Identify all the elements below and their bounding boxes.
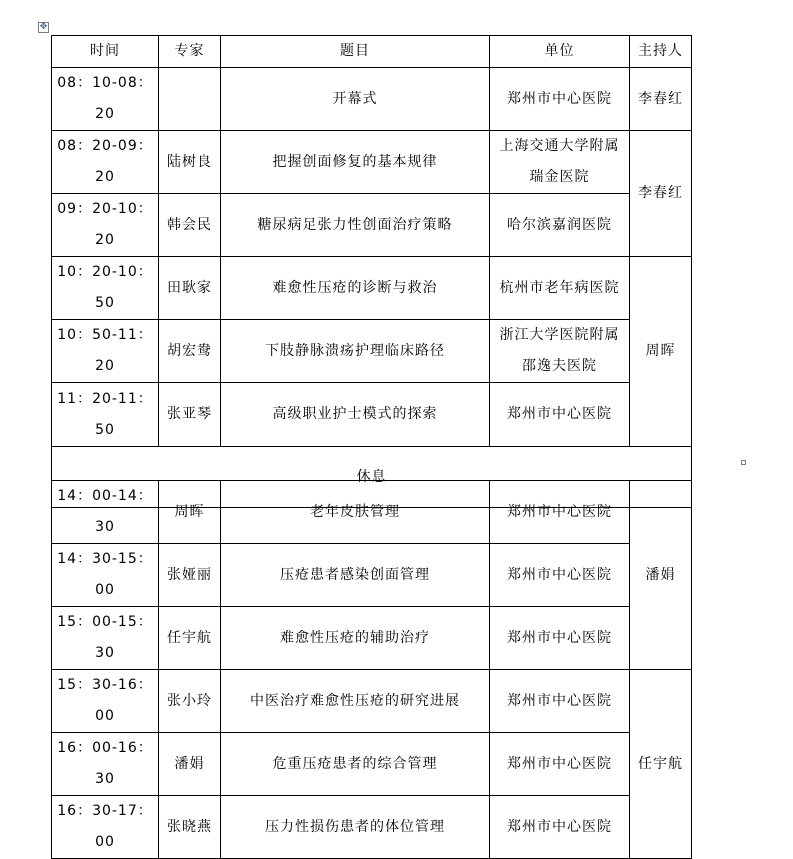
table-row [52, 383, 692, 447]
unit-cell: 郑州市中心医院 [490, 796, 630, 859]
expert-cell: 张亚琴 [159, 383, 221, 447]
unit-cell: 郑州市中心医院 [490, 68, 630, 131]
expert-cell: 任宇航 [159, 607, 221, 670]
table-row [52, 68, 692, 131]
unit-cell: 郑州市中心医院 [490, 481, 630, 544]
host-cell: 李春红 [630, 131, 692, 257]
unit-cell: 郑州市中心医院 [490, 544, 630, 607]
time-cell: 15：30-16：00 [52, 670, 159, 733]
topic-cell: 把握创面修复的基本规律 [221, 131, 490, 194]
expert-cell: 周晖 [159, 481, 221, 544]
topic-cell: 难愈性压疮的辅助治疗 [221, 607, 490, 670]
header-topic: 题目 [221, 36, 490, 68]
table-row [52, 607, 692, 670]
unit-cell: 上海交通大学附属瑞金医院 [490, 131, 630, 194]
host-cell: 任宇航 [630, 670, 692, 859]
topic-cell: 压力性损伤患者的体位管理 [221, 796, 490, 859]
unit-cell: 哈尔滨嘉润医院 [490, 194, 630, 257]
time-cell: 16：30-17：00 [52, 796, 159, 859]
host-cell: 周晖 [630, 257, 692, 447]
topic-cell: 糖尿病足张力性创面治疗策略 [221, 194, 490, 257]
topic-cell: 高级职业护士模式的探索 [221, 383, 490, 447]
table-row [52, 544, 692, 607]
expert-cell: 胡宏鸯 [159, 320, 221, 383]
expert-cell [159, 68, 221, 131]
header-time: 时间 [52, 36, 159, 68]
topic-cell: 老年皮肤管理 [221, 481, 490, 544]
unit-cell: 郑州市中心医院 [490, 733, 630, 796]
table-header-row [52, 36, 692, 68]
topic-cell: 中医治疗难愈性压疮的研究进展 [221, 670, 490, 733]
expert-cell: 张小玲 [159, 670, 221, 733]
time-cell: 10：20-10：50 [52, 257, 159, 320]
topic-cell: 下肢静脉溃疡护理临床路径 [221, 320, 490, 383]
time-cell: 08：10-08：20 [52, 68, 159, 131]
expert-cell: 张娅丽 [159, 544, 221, 607]
time-cell: 15：00-15：30 [52, 607, 159, 670]
time-cell: 10：50-11：20 [52, 320, 159, 383]
topic-cell: 难愈性压疮的诊断与救治 [221, 257, 490, 320]
host-cell: 李春红 [630, 68, 692, 131]
morning-schedule-table [51, 35, 692, 508]
unit-cell: 杭州市老年病医院 [490, 257, 630, 320]
table-move-handle-icon[interactable]: ✥ [39, 22, 48, 32]
expert-cell: 张晓燕 [159, 796, 221, 859]
host-cell: 潘娟 [630, 481, 692, 670]
table-row [52, 670, 692, 733]
table-row [52, 320, 692, 383]
afternoon-schedule-table [51, 480, 692, 859]
unit-cell: 郑州市中心医院 [490, 607, 630, 670]
expert-cell: 陆树良 [159, 131, 221, 194]
break-cell: 休息 [52, 447, 692, 508]
unit-cell: 浙江大学医院附属邵逸夫医院 [490, 320, 630, 383]
table-row [52, 131, 692, 194]
header-unit: 单位 [490, 36, 630, 68]
time-cell: 09：20-10：20 [52, 194, 159, 257]
table-row [52, 257, 692, 320]
time-cell: 16：00-16：30 [52, 733, 159, 796]
time-cell: 14：00-14：30 [52, 481, 159, 544]
table-row [52, 194, 692, 257]
table-resize-handle[interactable] [741, 460, 746, 465]
topic-cell: 压疮患者感染创面管理 [221, 544, 490, 607]
expert-cell: 田耿家 [159, 257, 221, 320]
unit-cell: 郑州市中心医院 [490, 383, 630, 447]
topic-cell: 开幕式 [221, 68, 490, 131]
time-cell: 14：30-15：00 [52, 544, 159, 607]
topic-cell: 危重压疮患者的综合管理 [221, 733, 490, 796]
table-row [52, 796, 692, 859]
expert-cell: 韩会民 [159, 194, 221, 257]
header-expert: 专家 [159, 36, 221, 68]
header-host: 主持人 [630, 36, 692, 68]
table-row [52, 733, 692, 796]
unit-cell: 郑州市中心医院 [490, 670, 630, 733]
expert-cell: 潘娟 [159, 733, 221, 796]
table-row [52, 481, 692, 544]
time-cell: 11：20-11：50 [52, 383, 159, 447]
time-cell: 08：20-09：20 [52, 131, 159, 194]
